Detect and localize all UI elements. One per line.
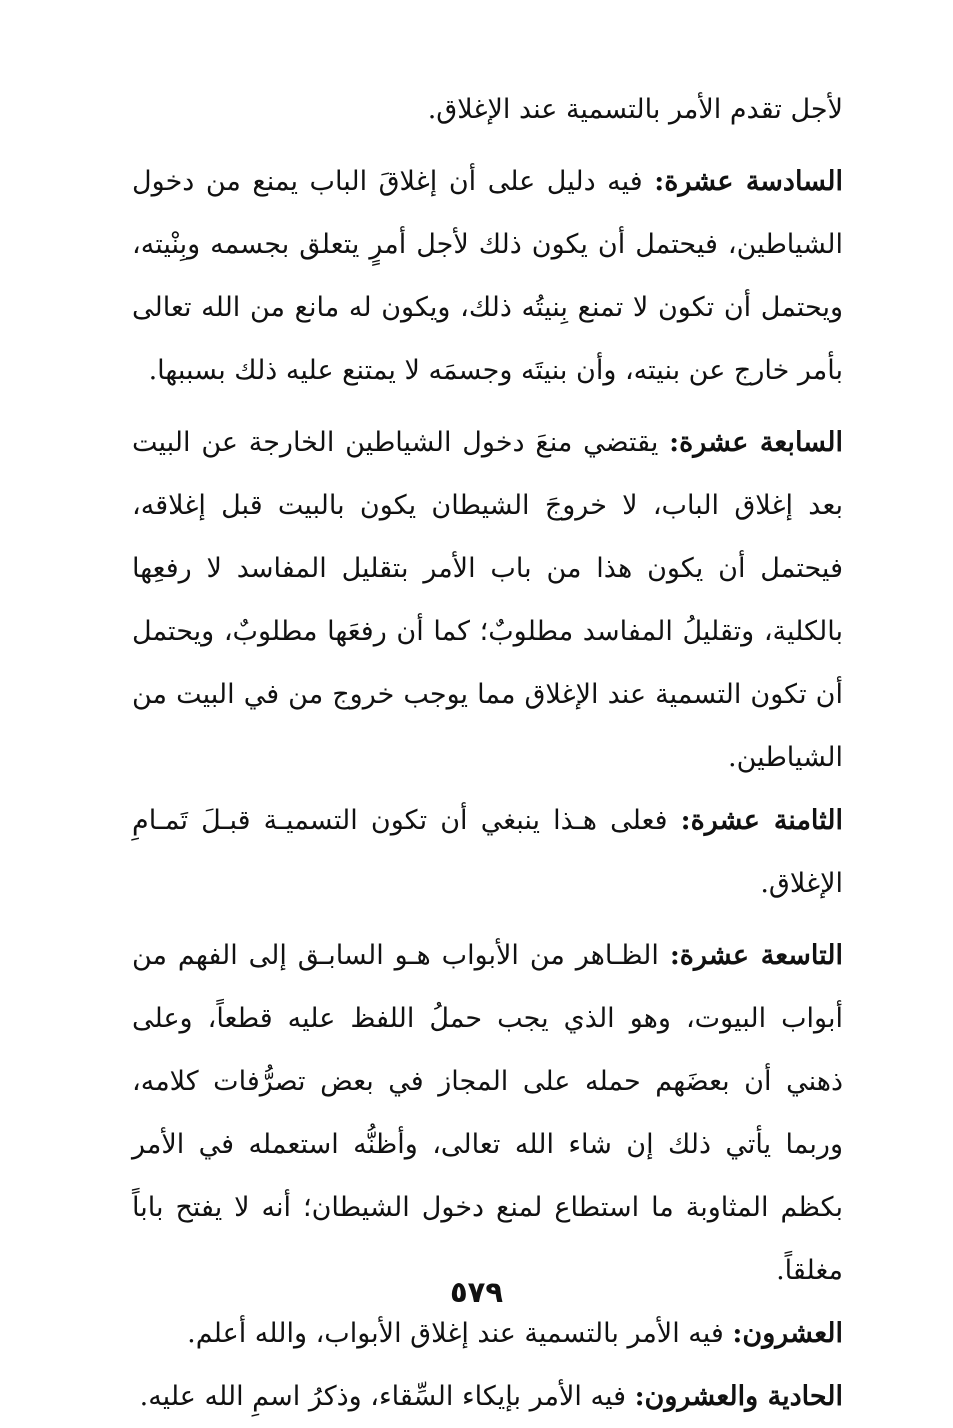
paragraph-text: الظـاهر من الأبواب هـو السابـق إلى الفهم من أبواب البيوت، وهو الذي يجب حملُ اللفظ عليه قطعاً، وعلى ذهني أن بعضَهم حمله على المجاز في بعض تصرُّفات كلامه، وربما يأتي ذلك إن شاء الله تعالى، وأظنُّه استعمله في الأمر بكظم المثاوبة ما استطاع لمنع دخول الشيطان؛ أنه لا يفتح باباً مغلقاً. — [132, 940, 843, 1286]
paragraph-text: فيه الأمر بالتسمية عند إغلاق الأبواب، والله أعلم. — [187, 1318, 724, 1349]
paragraph-20 — [132, 1302, 843, 1365]
paragraph-19 — [132, 924, 843, 1302]
paragraph-text: يقتضي منعَ دخول الشياطين الخارجة عن البيت بعد إغلاق الباب، لا خروجَ الشيطان يكون بالبيت قبل إغلاقه، فيحتمل أن يكون هذا من باب الأمر بتقليل المفاسد لا رفعِها بالكلية، وتقليلُ المفاسد مطلوبٌ؛ كما أن رفعَها مطلوبٌ، ويحتمل أن تكون التسمية عند الإغلاق مما يوجب خروج من في البيت من الشياطين. — [132, 427, 843, 773]
paragraph-continuation — [132, 78, 843, 141]
page-number: ٥٧٩ — [449, 1275, 504, 1309]
paragraph-17 — [132, 411, 843, 789]
paragraph-18 — [132, 789, 843, 915]
paragraph-heading: التاسعة عشرة: — [669, 940, 843, 971]
page-body — [132, 78, 843, 1428]
paragraph-text: لأجل تقدم الأمر بالتسمية عند الإغلاق. — [427, 94, 843, 125]
paragraph-heading: العشرون: — [732, 1318, 843, 1349]
paragraph-heading: الحادية والعشرون: — [634, 1381, 843, 1412]
paragraph-text: فيه الأمر بإيكاء السِّقاء، وذكرُ اسمِ الله عليه. — [139, 1381, 626, 1412]
paragraph-heading: السابعة عشرة: — [669, 427, 843, 458]
paragraph-21 — [132, 1365, 843, 1428]
paragraph-text: فيه دليل على أن إغلاقَ الباب يمنع من دخول الشياطين، فيحتمل أن يكون ذلك لأجل أمرٍ يتعلق بجسمه وبِنْيته، ويحتمل أن تكون لا تمنع بِنيتُه ذلك، ويكون له مانع من الله تعالى بأمر خارج عن بنيته، وأن بنيتَه وجسمَه لا يمتنع عليه ذلك بسببها. — [132, 166, 843, 386]
paragraph-text: فعلى هـذا ينبغي أن تكون التسميـة قبـلَ تَمـامِ الإغلاق. — [132, 805, 843, 899]
paragraph-heading: السادسة عشرة: — [654, 166, 843, 197]
paragraph-16 — [132, 150, 843, 402]
paragraph-heading: الثامنة عشرة: — [680, 805, 844, 836]
